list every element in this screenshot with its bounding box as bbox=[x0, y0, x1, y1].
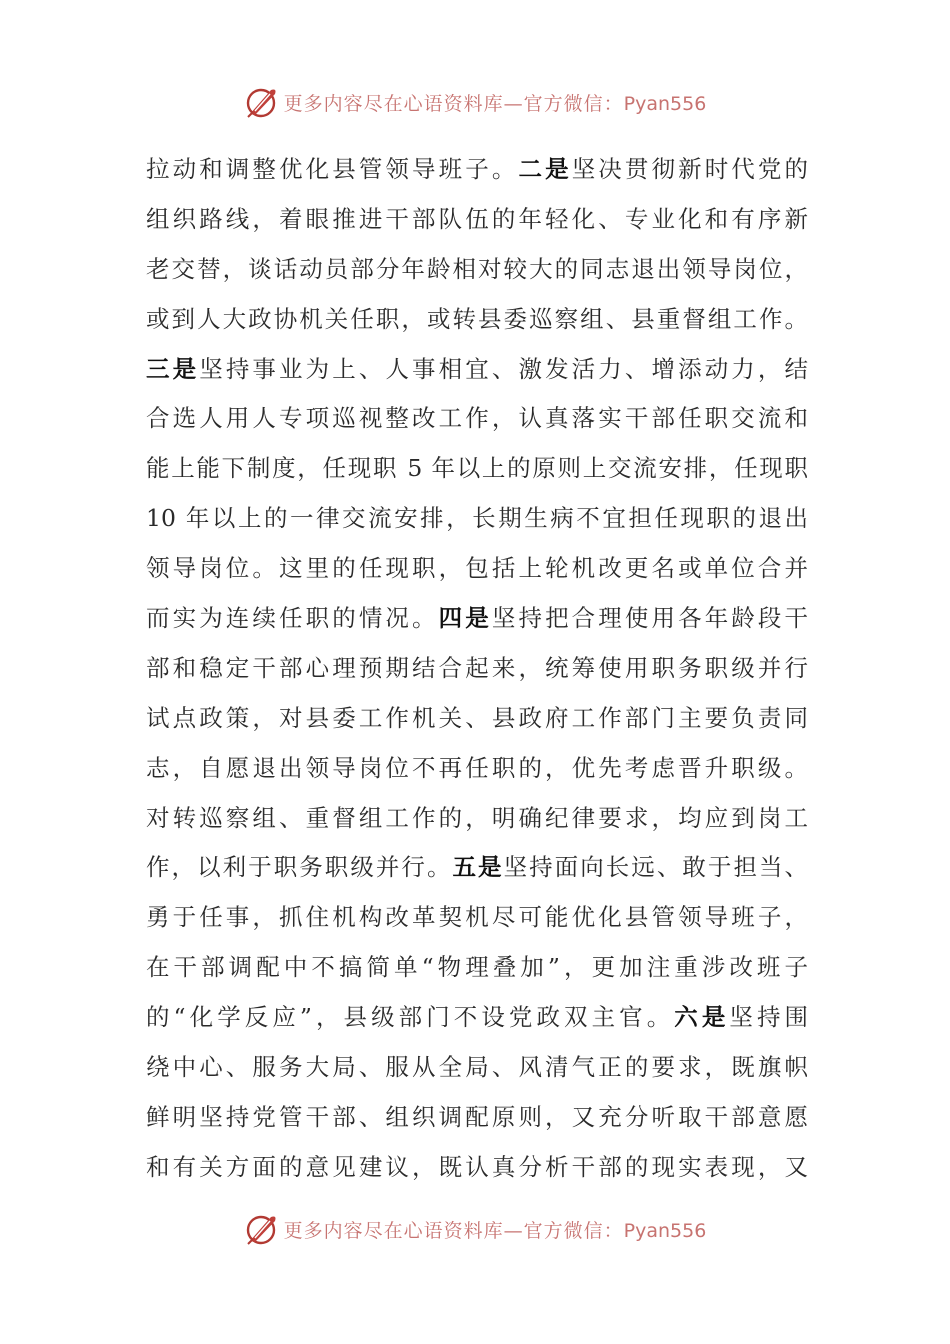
text-line bbox=[146, 195, 808, 245]
text-run: 领导岗位。这里的任现职，包括上轮机改更名或单位合并 bbox=[146, 554, 808, 583]
text-line bbox=[146, 295, 808, 345]
bold-lead-phrase: 六是 bbox=[674, 1003, 730, 1032]
bold-lead-phrase: 二是 bbox=[518, 155, 572, 183]
text-run: 试点政策，对县委工作机关、县政府工作部门主要负责同 bbox=[146, 703, 808, 732]
text-run: 坚持围 bbox=[729, 1003, 809, 1032]
text-line bbox=[146, 544, 808, 594]
text-line bbox=[146, 245, 808, 295]
bold-lead-phrase: 三是 bbox=[146, 354, 200, 383]
text-line bbox=[146, 1093, 808, 1143]
text-line bbox=[146, 993, 808, 1043]
text-line bbox=[146, 644, 808, 694]
text-line bbox=[146, 594, 808, 644]
text-run: 而实为连续任职的情况。 bbox=[146, 604, 439, 633]
header-banner-text bbox=[284, 89, 707, 116]
text-run: 作，以利于职务职级并行。 bbox=[146, 853, 453, 882]
header-banner bbox=[0, 82, 950, 122]
quill-pen-emblem-icon bbox=[244, 84, 280, 120]
footer-banner-label: 更多内容尽在心语资料库—官方微信： bbox=[283, 1219, 624, 1242]
text-run: 鲜明坚持党管干部、组织调配原则，又充分听取干部意愿 bbox=[146, 1102, 808, 1131]
bold-lead-phrase: 四是 bbox=[438, 604, 492, 633]
text-run: 对转巡察组、重督组工作的，明确纪律要求，均应到岗工 bbox=[146, 803, 808, 832]
text-line bbox=[146, 444, 808, 494]
text-line bbox=[146, 1143, 808, 1193]
text-line bbox=[146, 145, 808, 195]
text-run: 合选人用人专项巡视整改工作，认真落实干部任职交流和 bbox=[146, 404, 808, 433]
text-run: 坚持事业为上、人事相宜、激发活力、增添动力，结 bbox=[199, 354, 809, 383]
footer-banner bbox=[0, 1209, 950, 1249]
header-banner-label: 更多内容尽在心语资料库—官方微信： bbox=[283, 92, 624, 115]
text-line bbox=[146, 394, 808, 444]
text-line bbox=[146, 943, 808, 993]
text-line bbox=[146, 744, 808, 794]
text-run: 或到人大政协机关任职，或转县委巡察组、县重督组工作。 bbox=[146, 304, 808, 333]
text-line bbox=[146, 1043, 808, 1093]
bold-lead-phrase: 五是 bbox=[452, 853, 504, 882]
quill-pen-emblem-icon bbox=[244, 1211, 280, 1247]
text-run: 志，自愿退出领导岗位不再任职的，优先考虑晋升职级。 bbox=[146, 753, 808, 782]
text-line bbox=[146, 494, 808, 544]
text-run: 老交替，谈话动员部分年龄相对较大的同志退出领导岗位， bbox=[146, 254, 808, 283]
text-run: 勇于任事，抓住机构改革契机尽可能优化县管领导班子， bbox=[146, 903, 808, 932]
text-run: 绕中心、服务大局、服从全局、风清气正的要求，既旗帜 bbox=[146, 1053, 808, 1082]
document-body bbox=[146, 145, 808, 1193]
footer-banner-text bbox=[284, 1216, 707, 1243]
text-run: 坚决贯彻新时代党的 bbox=[571, 155, 809, 183]
text-run: 坚持面向长远、敢于担当、 bbox=[503, 853, 809, 882]
text-run: 10 年以上的一律交流安排，长期生病不宜担任现职的退出 bbox=[146, 504, 808, 533]
footer-wechat-id: Pyan556 bbox=[623, 1219, 707, 1242]
text-line bbox=[146, 345, 808, 395]
text-run: 的“化学反应”，县级部门不设党政双主官。 bbox=[146, 1003, 675, 1032]
text-run: 拉动和调整优化县管领导班子。 bbox=[146, 155, 519, 183]
text-run: 部和稳定干部心理预期结合起来，统筹使用职务职级并行 bbox=[146, 653, 808, 682]
text-run: 在干部调配中不搞简单“物理叠加”，更加注重涉改班子 bbox=[146, 953, 808, 982]
text-run: 坚持把合理使用各年龄段干 bbox=[491, 604, 809, 633]
text-run: 能上能下制度，任现职 5 年以上的原则上交流安排，任现职 bbox=[146, 454, 808, 483]
text-line bbox=[146, 694, 808, 744]
text-line bbox=[146, 794, 808, 844]
text-run: 和有关方面的意见建议，既认真分析干部的现实表现，又 bbox=[146, 1152, 808, 1181]
text-line bbox=[146, 893, 808, 943]
text-run: 组织路线，着眼推进干部队伍的年轻化、专业化和有序新 bbox=[146, 204, 808, 233]
header-wechat-id: Pyan556 bbox=[623, 92, 707, 115]
text-line bbox=[146, 843, 808, 893]
